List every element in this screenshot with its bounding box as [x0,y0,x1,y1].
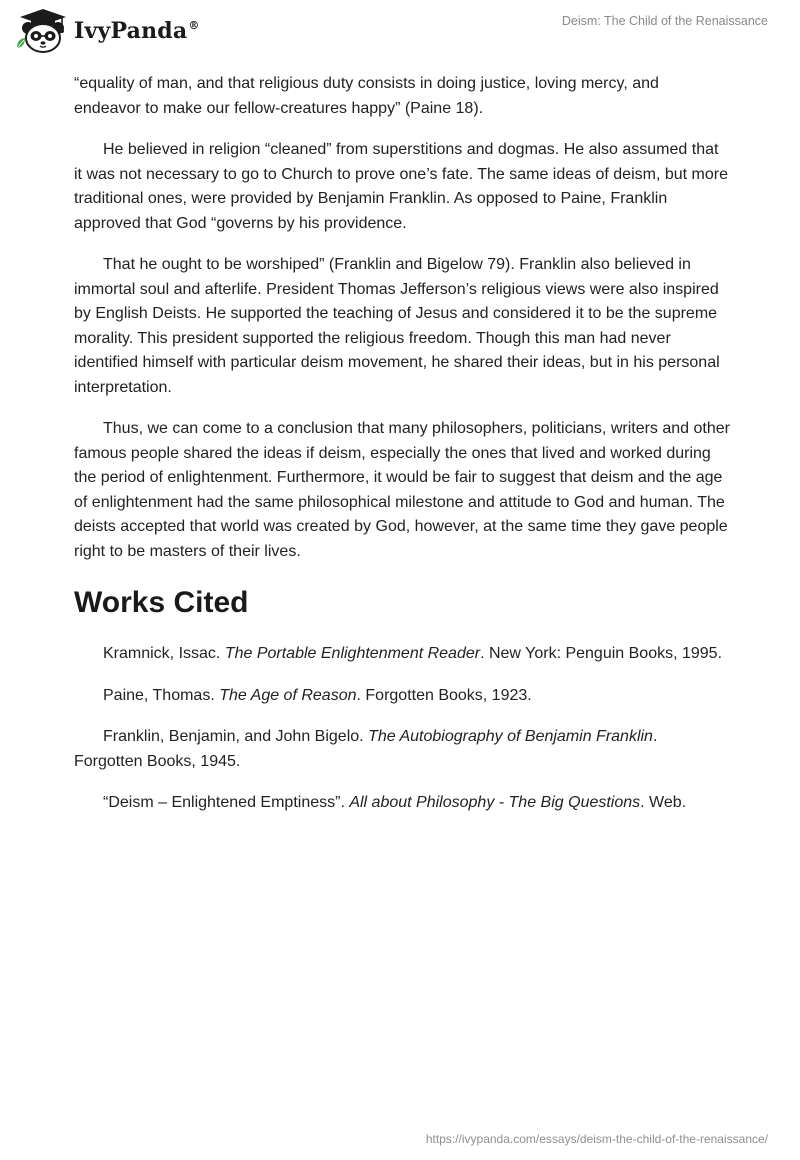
panda-graduate-icon [14,8,72,54]
citation-entry: Franklin, Benjamin, and John Bigelo. The Autobiography of Benjamin Franklin. Forgotten Books, 1945. [74,728,658,770]
page-header [0,0,800,64]
running-title: Deism: The Child of the Renaissance [561,14,768,28]
paragraph: That he ought to be worshiped” (Franklin and Bigelow 79). Franklin also believed in immortal soul and afterlife. President Thomas Jefferson’s religious views were also inspired by English Deists. He supported the teaching of Jesus and considered it to be the supreme morality. This president supported the religious freedom. Though this man had never identified himself with particular deism movement, he shared their ideas, but in his personal interpretation. [74,256,720,396]
source-url[interactable]: https://ivypanda.com/essays/deism-the-child-of-the-renaissance/ [425,1132,768,1146]
paragraph: He believed in religion “cleaned” from superstitions and dogmas. He also assumed that it was not necessary to go to Church to prove one’s fate. The same ideas of deism, but more traditional ones, were provided by Benjamin Franklin. As opposed to Paine, Franklin approved that God “governs by his providence. [74,141,728,232]
paragraph: Thus, we can come to a conclusion that many philosophers, politicians, writers and other famous people shared the ideas if deism, especially the ones that lived and worked during the period of enlightenment. Furthermore, it would be fair to suggest that deism and the age of enlightenment had the same philosophical milestone and attitude to God and human. The deists accepted that world was created by God, however, at the same time they gave people right to be masters of their lives. [74,420,730,560]
citation-title: All about Philosophy - The Big Questions [349,794,641,811]
works-cited-heading: Works Cited [74,586,249,619]
citation-title: The Age of Reason [219,686,357,704]
logo-text: IvyPanda® [74,18,200,44]
paragraph: “equality of man, and that religious duty consists in doing justice, loving mercy, and endeavor to make our fellow-creatures happy” (Paine 18). [74,75,659,117]
ivypanda-logo[interactable] [14,8,200,54]
essay-content [74,72,730,833]
citation-title: The Autobiography of Benjamin Franklin [368,728,653,745]
citation-title: The Portable Enlightenment Reader [224,645,481,662]
citation-entry: “Deism – Enlightened Emptiness”. All about Philosophy - The Big Questions. Web. [103,794,687,811]
citation-entry: Paine, Thomas. The Age of Reason. Forgotten Books, 1923. [103,686,532,704]
citation-entry: Kramnick, Issac. The Portable Enlightenment Reader. New York: Penguin Books, 1995. [103,645,723,662]
